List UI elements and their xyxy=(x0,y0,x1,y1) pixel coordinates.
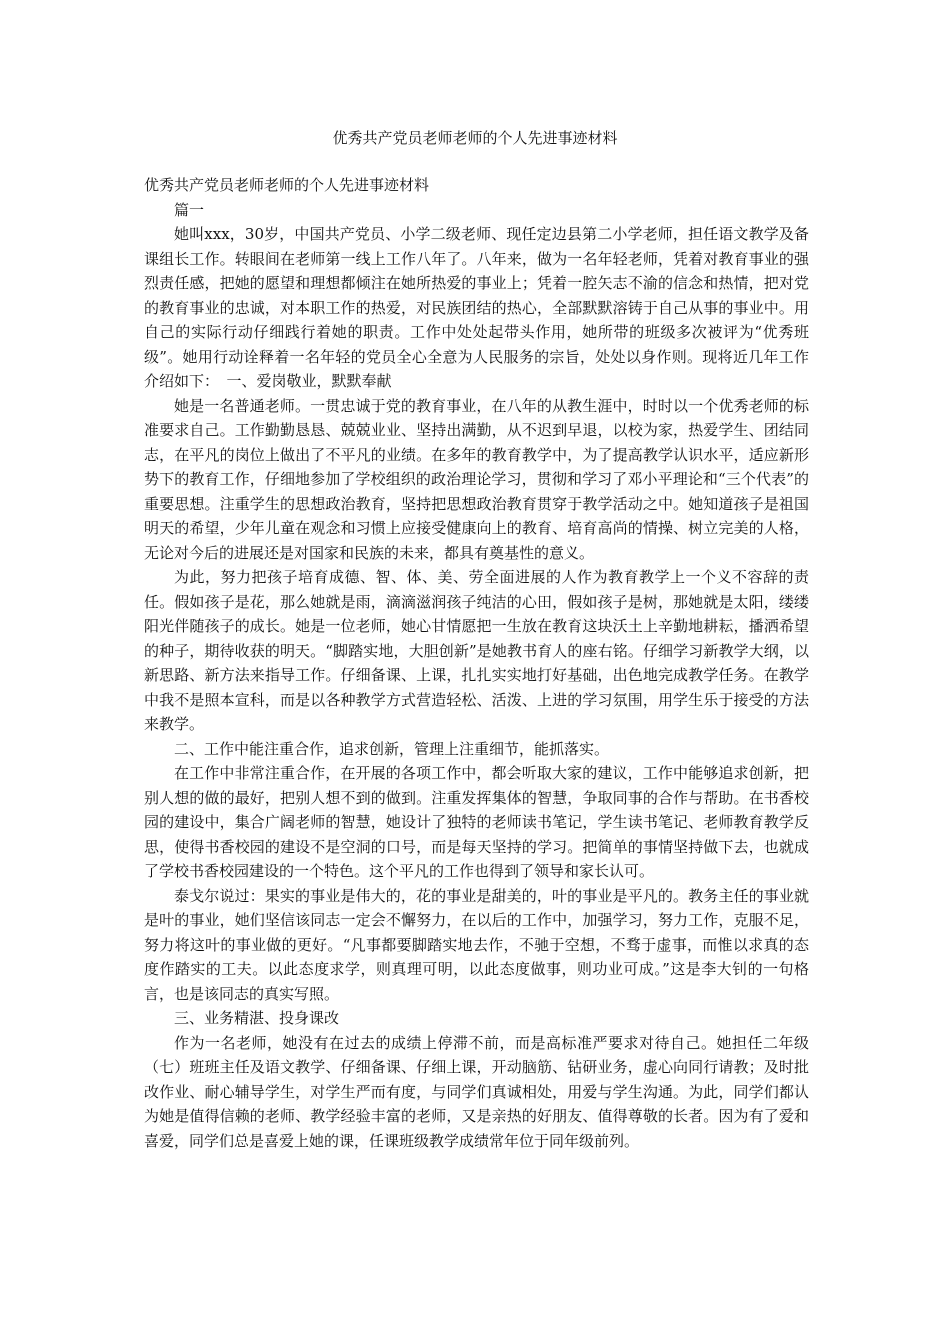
paragraph: 在工作中非常注重合作，在开展的各项工作中，都会听取大家的建议，工作中能够追求创新，把别人想的做的最好，把别人想不到的做到。注重发挥集体的智慧，争取同事的合作与帮助。在书香校园的建设中，集合广阔老师的智慧，她设计了独特的老师读书笔记，学生读书笔记、老师教育教学反思，使得书香校园的建设不是空洞的口号，而是每天坚持的学习。把简单的事情坚持做下去，也就成了学校书香校园建设的一个特色。这个平凡的工作也得到了领导和家长认可。 xyxy=(144,764,809,880)
document-body xyxy=(144,173,809,1153)
paragraph: 作为一名老师，她没有在过去的成绩上停滞不前，而是高标准严要求对待自己。她担任二年级（七）班班主任及语文教学、仔细备课、仔细上课，开动脑筋、钻研业务，虚心向同行请教；及时批改作业、耐心辅导学生，对学生严而有度，与同学们真诚相处，用爱与学生沟通。为此，同学们都认为她是值得信赖的老师、教学经验丰富的老师，又是亲热的好朋友、值得尊敬的长者。因为有了爱和喜爱，同学们总是喜爱上她的课，任课班级教学成绩常年位于同年级前列。 xyxy=(144,1033,809,1150)
paragraph: 泰戈尔说过：果实的事业是伟大的，花的事业是甜美的，叶的事业是平凡的。教务主任的事业就是叶的事业，她们坚信该同志一定会不懈努力，在以后的工作中，加强学习，努力工作，克服不足，努力将这叶的事业做的更好。“凡事都要脚踏实地去作，不驰于空想，不骛于虚事，而惟以求真的态度作踏实的工夫。以此态度求学，则真理可明，以此态度做事，则功业可成。”这是李大钊的一句格言，也是该同志的真实写照。 xyxy=(144,886,809,1003)
paragraph: 她是一名普通老师。一贯忠诚于党的教育事业，在八年的从教生涯中，时时以一个优秀老师的标准要求自己。工作勤勤恳恳、兢兢业业、坚持出满勤，从不迟到早退，以校为家，热爱学生、团结同志，在平凡的岗位上做出了不平凡的业绩。在多年的教育教学中，为了提高教学认识水平，适应新形势下的教育工作，仔细地参加了学校组织的政治理论学习，贯彻和学习了邓小平理论和“三个代表”的重要思想。注重学生的思想政治教育，坚持把思想政治教育贯穿于教学活动之中。她知道孩子是祖国明天的希望，少年儿童在观念和习惯上应接受健康向上的教育、培育高尚的情操、树立完美的人格，无论对今后的进展还是对国家和民族的未来，都具有奠基性的意义。 xyxy=(144,396,809,562)
paragraph: 为此，努力把孩子培育成德、智、体、美、劳全面进展的人作为教育教学上一个义不容辞的责任。假如孩子是花，那么她就是雨，滴滴滋润孩子纯洁的心田，假如孩子是树，那她就是太阳，缕缕阳光伴随孩子的成长。她是一位老师，她心甘情愿把一生放在教育这块沃土上辛勤地耕耘，播洒希望的种子，期待收获的明天。“脚踏实地，大胆创新”是她教书育人的座右铭。仔细学习新教学大纲，以新思路、新方法来指导工作。仔细备课、上课，扎扎实实地打好基础，出色地完成教学任务。在教学中我不是照本宣科，而是以各种教学方式营造轻松、活泼、上进的学习氛围，用学生乐于接受的方法来教学。 xyxy=(144,568,809,733)
document-subtitle: 优秀共产党员老师老师的个人先进事迹材料 xyxy=(144,176,430,194)
document-title: 优秀共产党员老师老师的个人先进事迹材料 xyxy=(332,129,618,147)
section-heading: 三、业务精湛、投身课改 xyxy=(174,1009,340,1027)
paragraph: 她叫xxx，30岁，中国共产党员、小学二级老师、现任定边县第二小学老师，担任语文教学及备课组长工作。转眼间在老师第一线上工作八年了。八年来，做为一名年轻老师，凭着对教育事业的强烈责任感，把她的愿望和理想都倾注在她所热爱的事业上；凭着一腔矢志不渝的信念和热情，把对党的教育事业的忠诚，对本职工作的热爱，对民族团结的热心，全部默默溶铸于自己从事的事业中。用自己的实际行动仔细践行着她的职责。工作中处处起带头作用，她所带的班级多次被评为“优秀班级”。她用行动诠释着一名年轻的党员全心全意为人民服务的宗旨，处处以身作则。现将近几年工作介绍如下： 一、爱岗敬业，默默奉献 xyxy=(144,225,809,390)
section-label: 篇一 xyxy=(174,200,205,219)
section-heading: 二、工作中能注重合作，追求创新，管理上注重细节，能抓落实。 xyxy=(174,739,610,758)
